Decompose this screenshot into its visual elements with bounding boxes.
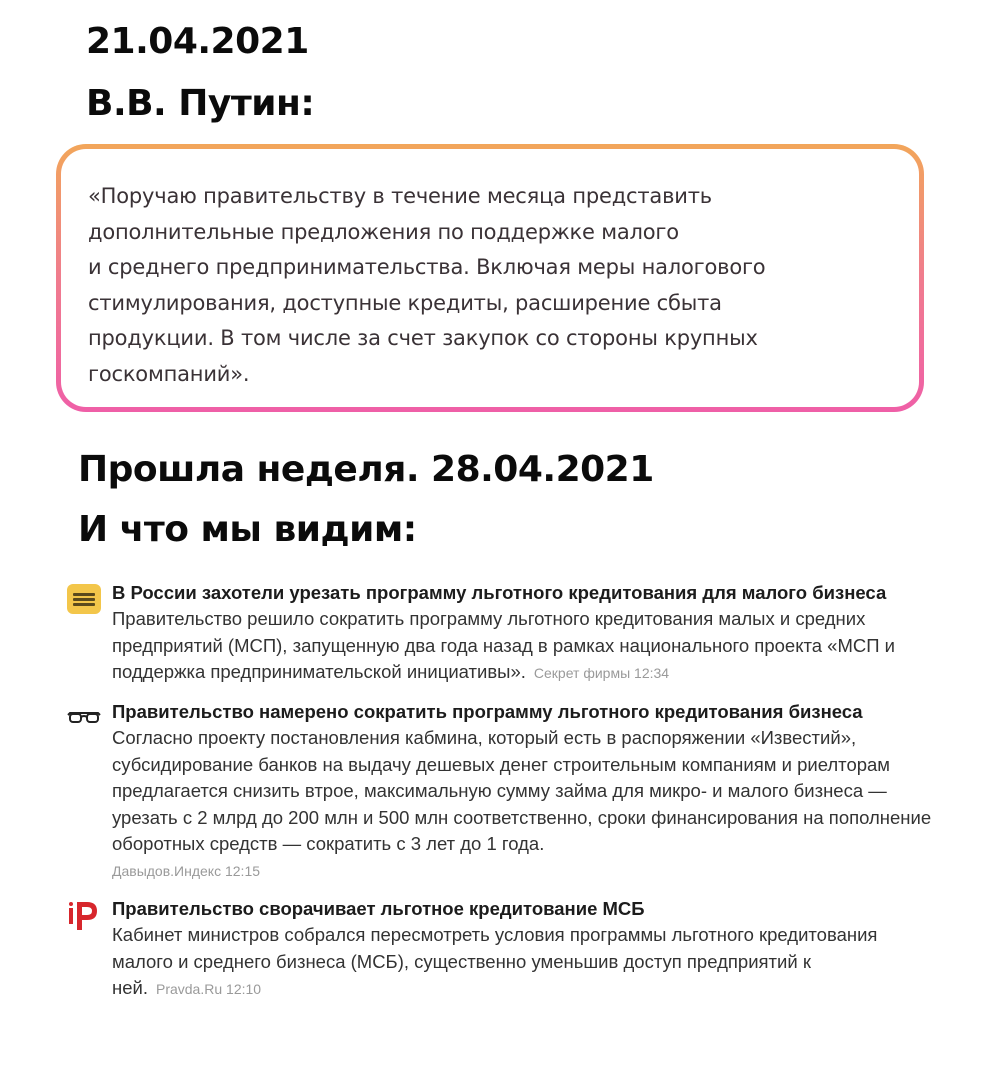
news-item: [66, 699, 936, 882]
secret-firmy-logo-icon: [66, 584, 102, 614]
quote-inner: [61, 149, 919, 407]
quote-box: [56, 144, 924, 412]
news-item: [66, 580, 936, 687]
quote-line: и среднего предпринимательства. Включая меры налогового: [88, 255, 766, 279]
quote-line: дополнительные предложения по поддержке малого: [88, 219, 679, 244]
week-passed-heading: Прошла неделя. 28.04.2021: [78, 449, 654, 490]
news-snippet: Согласно проекту постановления кабмина, который есть в распоряжении «Известий», субсидирование банков на выдачу дешевых денег строительным компаниям и риелторам предлагается снизить втрое, максимальную сумму займа для микро- и малого бизнеса — урезать с 2 млрд до 200 млн и 500 млн соответственно, сроки финансирования на пополнение оборотных средств — сократить с 3 лет до 1 года.: [112, 727, 932, 854]
date-heading: 21.04.2021: [86, 21, 309, 62]
pravda-logo-icon: [66, 900, 102, 930]
news-source[interactable]: Давыдов.Индекс 12:15: [112, 862, 261, 879]
author-heading: В.В. Путин:: [86, 83, 315, 124]
news-snippet: Кабинет министров собрался пересмотреть условия программы льготного кредитования малого и среднего бизнеса (МСБ), существенно уменьшив доступ предприятий к ней. Pravda.Ru 12:10: [112, 924, 878, 998]
news-title-link[interactable]: Правительство намерено сократить программу льготного кредитования бизнеса: [112, 701, 863, 722]
quote-text: [88, 179, 891, 392]
news-snippet: Правительство решило сократить программу льготного кредитования малых и средних предприятий (МСП), запущенную два года назад в рамках национального проекта «МСП и поддержка предпринимательской инициативы». Секрет фирмы 12:34: [112, 608, 896, 682]
quote-line: продукции. В том числе за счет закупок со стороны крупных: [88, 326, 758, 350]
news-source[interactable]: Pravda.Ru 12:10: [155, 981, 262, 997]
quote-line: стимулирования, доступные кредиты, расширение сбыта: [88, 290, 722, 315]
quote-line: госкомпаний».: [88, 361, 250, 386]
what-we-see-heading: И что мы видим:: [78, 509, 417, 550]
news-title-link[interactable]: В России захотели урезать программу льготного кредитования для малого бизнеса: [112, 582, 887, 603]
news-title-link[interactable]: Правительство сворачивает льготное кредитование МСБ: [112, 898, 645, 919]
quote-line: «Поручаю правительству в течение месяца представить: [88, 184, 712, 208]
news-source[interactable]: Секрет фирмы 12:34: [533, 665, 670, 681]
news-item: [66, 896, 936, 1003]
glasses-icon: [66, 703, 102, 733]
